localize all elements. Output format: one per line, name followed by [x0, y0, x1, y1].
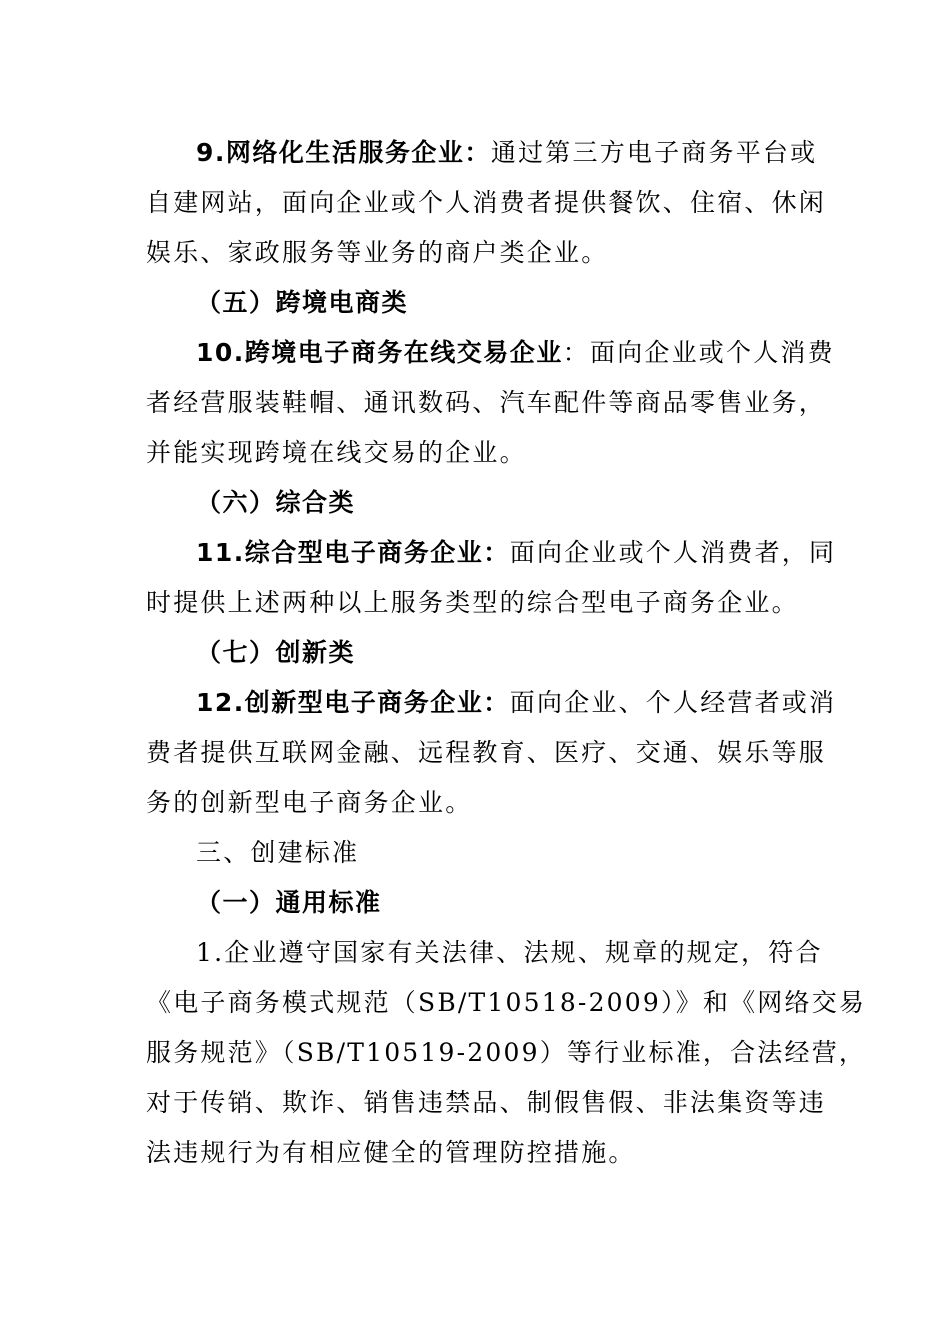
paragraph-1-line-2: 《电子商务模式规范（SB/T10518-2009）》和《网络交易 [146, 988, 867, 1017]
paragraph-12-line-2: 费者提供互联网金融、远程教育、医疗、交通、娱乐等服 [146, 738, 827, 767]
paragraph-9-heading: 9.网络化生活服务企业： [196, 138, 491, 167]
paragraph-9-line-1 [196, 138, 818, 168]
paragraph-10-heading: 10.跨境电子商务在线交易企业 [196, 338, 563, 367]
paragraph-11-line-2: 时提供上述两种以上服务类型的综合型电子商务企业。 [146, 588, 799, 617]
paragraph-12-heading: 12.创新型电子商务企业： [196, 688, 510, 717]
paragraph-10-line-3: 并能实现跨境在线交易的企业。 [146, 438, 527, 467]
paragraph-10-line-1 [196, 338, 835, 368]
paragraph-1-line-4: 对于传销、欺诈、销售违禁品、制假售假、非法集资等违 [146, 1088, 827, 1117]
paragraph-9-line-2: 自建网站，面向企业或个人消费者提供餐饮、住宿、休闲 [146, 188, 827, 217]
paragraph-9-text: 通过第三方电子商务平台或 [490, 138, 818, 167]
paragraph-9-line-3: 娱乐、家政服务等业务的商户类企业。 [146, 238, 609, 267]
section-heading-6: （六）综合类 [196, 488, 356, 517]
paragraph-11-line-1 [196, 538, 837, 568]
paragraph-10-line-2: 者经营服装鞋帽、通讯数码、汽车配件等商品零售业务， [146, 388, 827, 417]
paragraph-1-line-5: 法违规行为有相应健全的管理防控措施。 [146, 1138, 636, 1167]
section-heading-7: （七）创新类 [196, 638, 356, 667]
paragraph-11-heading: 11.综合型电子商务企业： [196, 538, 510, 567]
paragraph-12-line-1 [196, 688, 837, 718]
paragraph-10-text: ：面向企业或个人消费 [562, 338, 835, 367]
paragraph-12-text: 面向企业、个人经营者或消 [509, 688, 837, 717]
part-heading-3: 三、创建标准 [196, 838, 360, 867]
paragraph-11-text: 面向企业或个人消费者，同 [509, 538, 837, 567]
paragraph-1-line-1: 1.企业遵守国家有关法律、法规、规章的规定，符合 [196, 938, 823, 967]
paragraph-12-line-3: 务的创新型电子商务企业。 [146, 788, 473, 817]
section-heading-5: （五）跨境电商类 [196, 288, 409, 317]
paragraph-1-line-3: 服务规范》（SB/T10519-2009）等行业标准，合法经营， [146, 1038, 867, 1067]
subsection-heading-1: （一）通用标准 [196, 888, 382, 917]
